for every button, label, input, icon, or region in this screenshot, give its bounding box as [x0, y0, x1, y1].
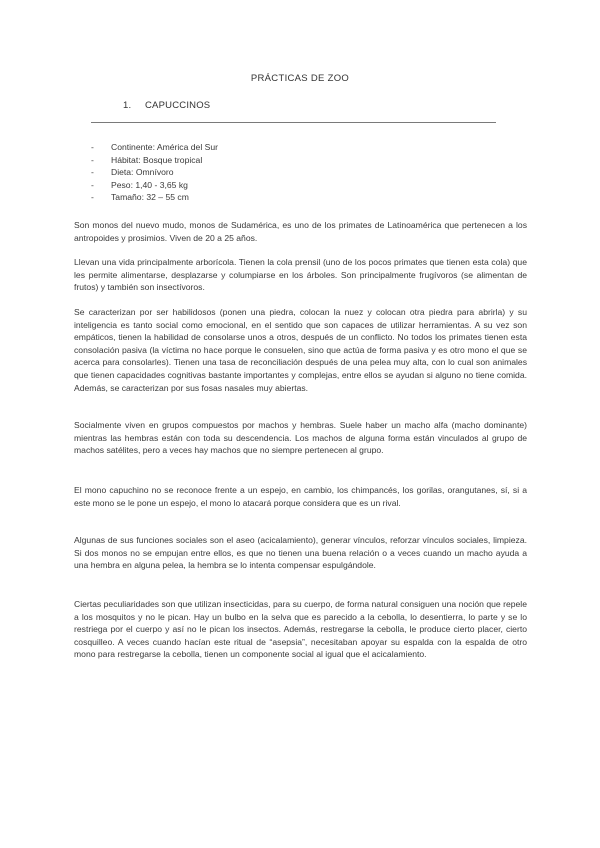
facts-list	[91, 141, 391, 204]
paragraph-grooming: Algunas de sus funciones sociales son el aseo (acicalamiento), generar vínculos, reforzar vínculos sociales, limpieza. Si dos monos no se empujan entre ellos, es que no tienen una buena relación o a veces cuando un macho ayuda a una hembra en alguna pelea, la hembra se lo intenta compensar espulgándole.	[74, 535, 527, 571]
document-title: PRÁCTICAS DE ZOO	[250, 73, 350, 84]
fact-text: Peso: 1,40 - 3,65 kg	[111, 179, 188, 190]
bullet-dash: -	[91, 142, 94, 152]
fact-text: Continente: América del Sur	[111, 142, 219, 152]
bullet-dash: -	[91, 192, 94, 202]
section-divider	[91, 122, 496, 123]
paragraph-intro: Son monos del nuevo mudo, monos de Sudamérica, es uno de los primates de Latinoamérica que pertenecen a los antropoides y prosimios. Viven de 20 a 25 años.	[74, 220, 527, 243]
section-number: 1.	[123, 100, 132, 111]
fact-text: Hábitat: Bosque tropical	[111, 154, 203, 165]
bullet-dash: -	[91, 167, 94, 177]
fact-item	[91, 141, 391, 154]
bullet-dash: -	[91, 179, 94, 190]
paragraph-mirror: El mono capuchino no se reconoce frente a un espejo, en cambio, los chimpancés, los gorilas, orangutanes, sí, si a este mono se le pone un espejo, el mono lo atacará porque considera que es un rival.	[74, 485, 527, 508]
section-title: CAPUCCINOS	[145, 100, 211, 111]
fact-item	[91, 166, 391, 179]
fact-text: Tamaño: 32 – 55 cm	[111, 192, 189, 202]
section-heading	[123, 100, 210, 111]
fact-text: Dieta: Omnívoro	[111, 167, 174, 177]
paragraph-social: Socialmente viven en grupos compuestos por machos y hembras. Suele haber un macho alfa (macho dominante) mientras las hembras están con toda su descendencia. Los machos de alguna forma están vinculados al grupo de machos satélites, pero a veces hay machos que no siempre pertenecen al grupo.	[74, 420, 527, 456]
fact-item	[91, 154, 391, 167]
fact-item	[91, 179, 391, 192]
bullet-dash: -	[91, 154, 94, 165]
fact-item	[91, 191, 391, 204]
paragraph-behavior: Se caracterizan por ser habilidosos (ponen una piedra, colocan la nuez y colocan otra piedra para abrirla) y su inteligencia es tanto social como emocional, en el sentido que son capaces de utilizar herramientas. A su vez son empáticos, tienen la habilidad de consolarse unos a otros, después de un conflicto. No todos los primates tienen esta consolación pasiva (la víctima no hace porque le consuelen, sino que actúa de forma pasiva y es otro mono el que se acerca para consolarles). Tienen una tasa de reconciliación después de una pelea muy alta, con lo cual son animales que tienen capacidades cognitivas bastante importantes y complejas, entre ellos se ayudan si alguno no tiene comida. Además, se caracterizan por sus fosas nasales muy abiertas.	[74, 307, 527, 393]
paragraph-habitat: Llevan una vida principalmente arborícola. Tienen la cola prensil (uno de los pocos primates que tienen esta cola) que les permite alimentarse, desplazarse y columpiarse en los árboles. Son principalmente frugívoros (se alimentan de frutos) y también son insectívoros.	[74, 257, 527, 293]
paragraph-peculiarities: Ciertas peculiaridades son que utilizan insecticidas, para su cuerpo, de forma natural consiguen una noción que repele a los mosquitos y no le pican. Hay un bulbo en la selva que es parecido a la cebolla, lo desentierra, lo parte y se lo restriega por el cuerpo y así no le pican los insectos. Además, restregarse la cebolla, le produce cierto placer, cierto cosquilleo. A veces cuando hacían este ritual de “asepsia”, necesitaban apoyar su espalda con la espalda de otro mono para restregarse la cebolla, tienen un componente social al igual que el acicalamiento.	[74, 599, 527, 660]
